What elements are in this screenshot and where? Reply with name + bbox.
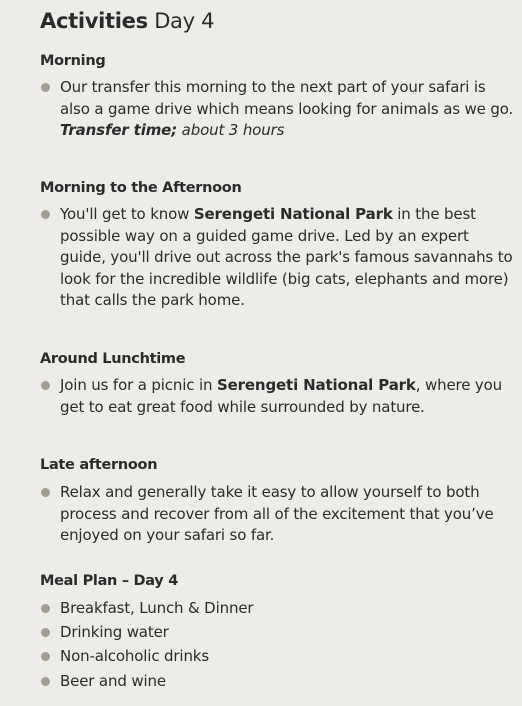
transfer-time-value: about 3 hours <box>177 121 285 139</box>
bullet-icon <box>41 488 50 497</box>
meal-item: Breakfast, Lunch & Dinner <box>60 599 254 617</box>
park-name: Serengeti National Park <box>216 376 416 394</box>
section-heading-morning: Morning <box>40 53 106 69</box>
bullet-icon <box>41 381 50 390</box>
morning-text <box>60 77 515 142</box>
meal-item: Non-alcoholic drinks <box>60 647 209 665</box>
meal-plan-heading: Meal Plan – Day 4 <box>40 573 178 589</box>
park-name: Serengeti National Park <box>193 205 393 223</box>
bullet-icon <box>41 677 50 686</box>
title-bold: Activities <box>40 9 148 33</box>
bullet-icon <box>41 652 50 661</box>
late-afternoon-text: Relax and generally take it easy to allow yourself to both process and recover from all of the excitement that you’ve enjoyed on your safari so far. <box>60 483 494 544</box>
bullet-icon <box>41 604 50 613</box>
section-heading-late-afternoon: Late afternoon <box>40 457 158 473</box>
bullet-icon <box>41 83 50 92</box>
section-heading-morning-afternoon: Morning to the Afternoon <box>40 180 242 196</box>
title-day: Day 4 <box>147 9 215 33</box>
section-heading-lunchtime: Around Lunchtime <box>40 351 186 367</box>
page-title <box>40 8 214 34</box>
morning-afternoon-text <box>60 204 515 312</box>
transfer-time-label: Transfer time; <box>60 121 178 139</box>
bullet-icon <box>41 210 50 219</box>
text-post: , where you get to eat great food while surrounded by nature. <box>60 376 503 416</box>
morning-description: Our transfer this morning to the next part of your safari is also a game drive which means looking for animals as we go. <box>60 78 514 118</box>
text-pre: Join us for a picnic in <box>60 376 217 394</box>
lunchtime-text <box>60 375 515 418</box>
bullet-icon <box>41 628 50 637</box>
meal-item: Drinking water <box>60 623 169 641</box>
meal-item: Beer and wine <box>60 672 166 690</box>
text-pre: You'll get to know <box>60 205 194 223</box>
text-post: in the best possible way on a guided game drive. Led by an expert guide, you'll drive out across the park's famous savannahs to look for the incredible wildlife (big cats, elephants and more) that calls the park home. <box>60 205 513 309</box>
